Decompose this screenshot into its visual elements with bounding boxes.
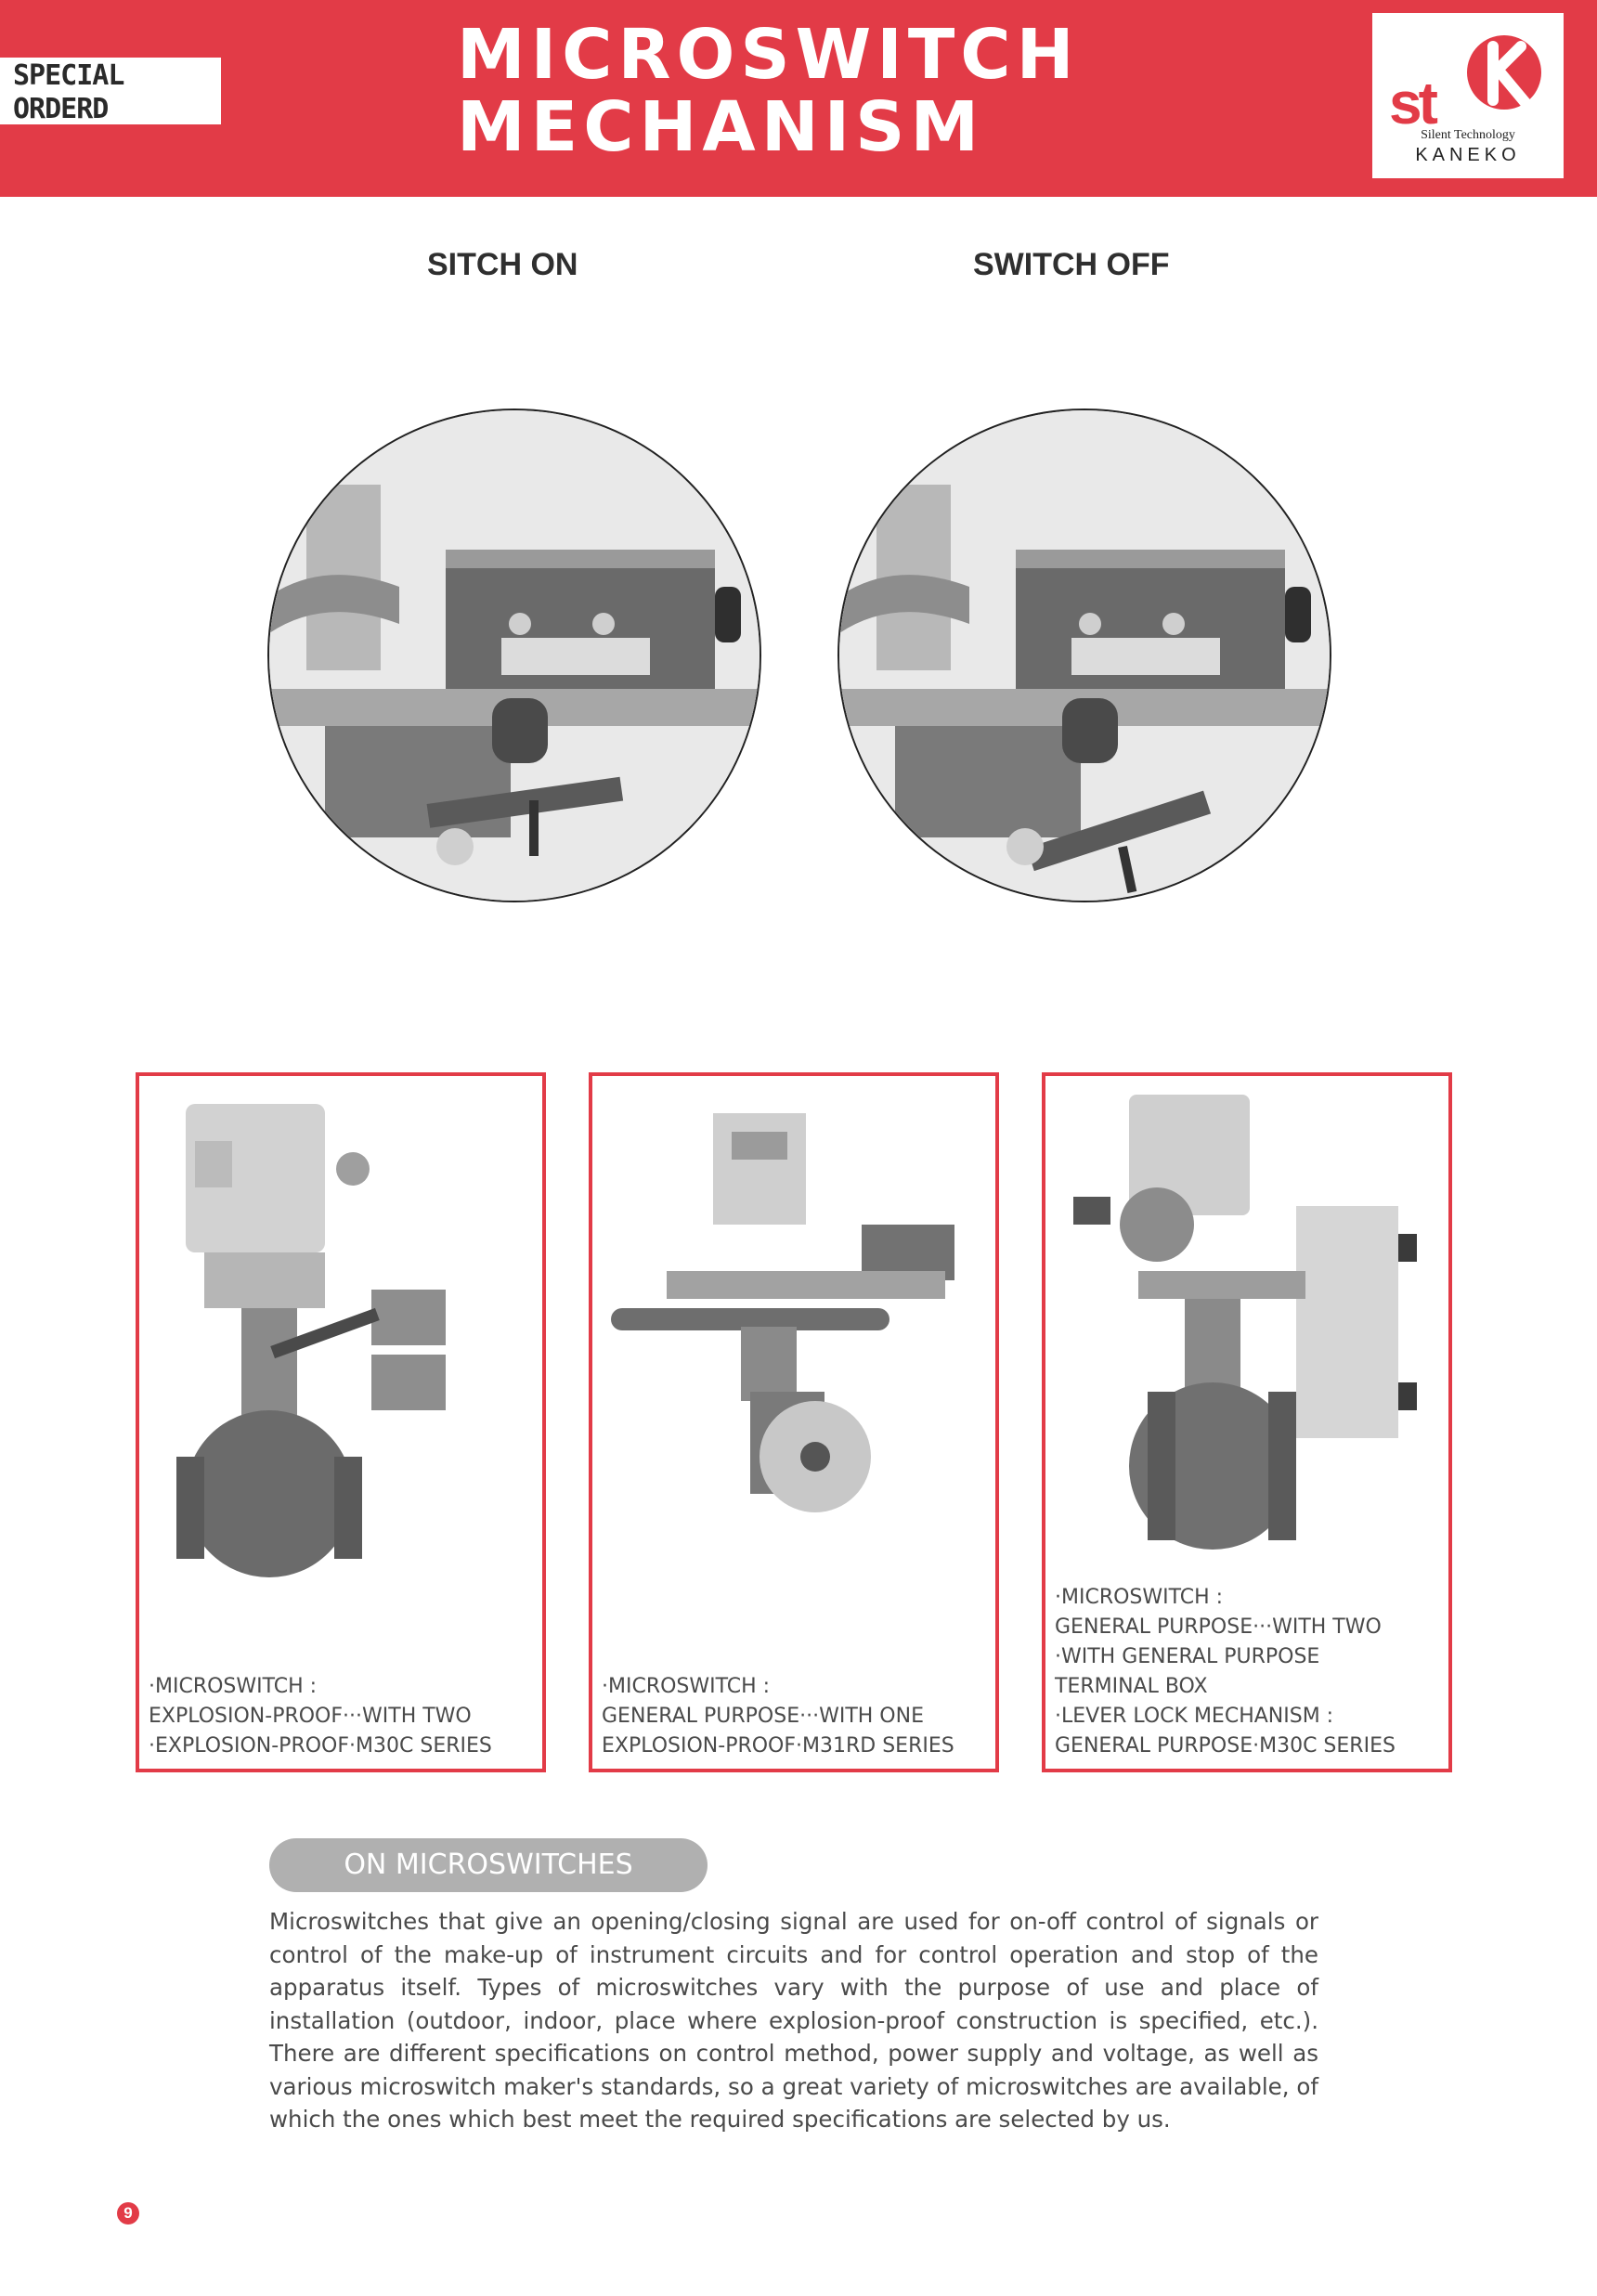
switch-off-illustration [839, 410, 1330, 901]
page-title [457, 15, 1080, 167]
product-caption-1 [149, 1672, 492, 1761]
badge-line-1: SPECIAL [13, 59, 124, 92]
switch-on-label: SITCH ON [427, 247, 578, 282]
page-number: 9 [117, 2202, 139, 2225]
section-heading: ON MICROSWITCHES [269, 1838, 708, 1892]
header-banner [0, 0, 1597, 197]
caption-line: GENERAL PURPOSE···WITH TWO [1055, 1615, 1382, 1639]
caption-line: ·MICROSWITCH : [1055, 1586, 1224, 1609]
caption-line: TERMINAL BOX [1055, 1675, 1208, 1698]
caption-line: EXPLOSION-PROOF·M31RD SERIES [602, 1734, 954, 1758]
special-ordered-badge [0, 58, 221, 124]
badge-line-2: ORDERD [13, 93, 109, 125]
switch-off-label: SWITCH OFF [973, 247, 1170, 282]
product-caption-2 [602, 1672, 954, 1761]
logo-mark: st [1389, 70, 1435, 136]
valve-m30c-explosion-proof-image [139, 1076, 542, 1596]
switch-on-illustration [269, 410, 760, 901]
caption-line: ·LEVER LOCK MECHANISM : [1055, 1705, 1334, 1728]
caption-line: GENERAL PURPOSE·M30C SERIES [1055, 1734, 1396, 1758]
switch-on-photo [267, 409, 761, 902]
section-body: Microswitches that give an opening/closing signal are used for on-off control of signals or control of the make-up of instrument circuits and for control operation and stop of the apparatus itself. Types of microswitches vary with the purpose of use and place of installation (outdoor, indoor, place where explosion-proof construction is specified, etc.). There are different specifications on control method, power supply and voltage, as well as various microswitch maker's standards, so a great variety of microswitches are available, of which the ones which best meet the required specifications are selected by us. [269, 1908, 1318, 2133]
product-card-1 [136, 1072, 546, 1772]
switch-off-photo [837, 409, 1331, 902]
caption-line: GENERAL PURPOSE···WITH ONE [602, 1705, 924, 1728]
logo-tagline: Silent Technology [1421, 128, 1515, 142]
logo-company: KANEKO [1415, 145, 1521, 165]
title-line-1: MICROSWITCH [457, 15, 1080, 95]
caption-line: EXPLOSION-PROOF···WITH TWO [149, 1705, 472, 1728]
kaneko-logo [1372, 13, 1564, 178]
title-line-2: MECHANISM [457, 87, 985, 167]
caption-line: ·MICROSWITCH : [149, 1675, 318, 1698]
caption-line: ·EXPLOSION-PROOF·M30C SERIES [149, 1734, 492, 1758]
valve-m30c-lever-lock-image [1045, 1076, 1448, 1596]
product-caption-3 [1055, 1583, 1396, 1761]
product-card-2 [589, 1072, 999, 1772]
logo-k-icon [1461, 26, 1549, 126]
caption-line: ·MICROSWITCH : [602, 1675, 771, 1698]
caption-line: ·WITH GENERAL PURPOSE [1055, 1645, 1320, 1668]
valve-m31rd-general-purpose-image [592, 1076, 995, 1596]
product-card-3 [1042, 1072, 1452, 1772]
